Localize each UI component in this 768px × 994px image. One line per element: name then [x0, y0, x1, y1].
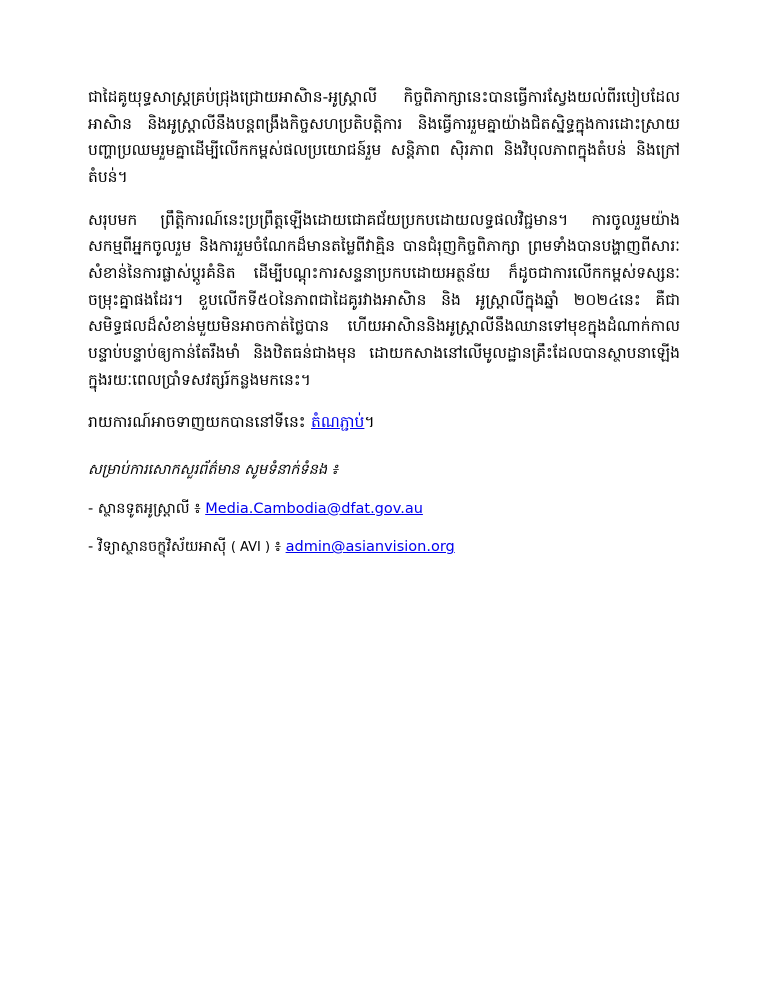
- contact-avi-separator: ៖: [270, 539, 286, 556]
- read-more-prefix: រាយការណ៍អាចទាញយកបាននៅទីនេះ: [88, 413, 312, 432]
- paragraph-2: សរុបមក ព្រឹត្តិការណ៍នេះប្រព្រឹត្តឡើងដោយជោគជ័យប្រកបដោយលទ្ធផលវិជ្ជមាន។ ការចូលរួមយ៉ាងសកម្មពីអ្នកចូលរួម និងការរួមចំណែកដ៏មានតម្លៃពីវាគ្មិន បានជំរុញកិច្ចពិភាក្សា ព្រមទាំងបានបង្ហាញពីសារៈសំខាន់នៃការផ្លាស់ប្តូរគំនិត ដើម្បីបណ្តុះការសន្ទនាប្រកបដោយអត្ថន័យ ក៏ដូចជាការលើកកម្ពស់ទស្សនៈចម្រុះគ្នាផងដែរ។ ខួបលើកទី៥០នៃភាពជាដៃគូរវាងអាសិាន និង អូស្ត្រាលីក្នុងឆ្នាំ ២០២៤នេះ គឺជាសមិទ្ធផលដ៏សំខាន់មួយមិនអាចកាត់ថ្លៃបាន ហើយអាសិាននិងអូស្ត្រាលីនឹងឈានទៅមុខក្នុងដំណាក់កាលបន្ទាប់បន្ទាប់ឲ្យកាន់តែរឹងមាំ និងឋិតធន់ជាងមុន ដោយកសាងនៅលើមូលដ្ឋានគ្រឹះដែលបានស្ថាបនាឡើងក្នុងរយៈពេលប្រាំទសវត្សរ៍កន្លងមកនេះ។: [88, 210, 680, 389]
- contact-avi-abbreviation: ( AVI ): [230, 540, 271, 556]
- contact-avi-label: - វិទ្យាស្ថានចក្ខុវិស័យអាស៊ី: [88, 539, 231, 556]
- report-download-link[interactable]: តំណភ្ជាប់: [311, 413, 365, 432]
- contact-item-avi: [88, 535, 680, 560]
- read-more-suffix: ។: [364, 413, 375, 432]
- paragraph-1: ជាដៃគូយុទ្ធសាស្ត្រគ្រប់ជ្រុងជ្រោយអាសិាន-អូស្ត្រាលី កិច្ចពិភាក្សានេះបានធ្វើការស្វែងយល់ពីរបៀបដែលអាសិាន និងអូស្ត្រាលីនឹងបន្តពង្រឹងកិច្ចសហប្រតិបត្តិការ និងធ្វើការរួមគ្នាយ៉ាងជិតស្និទ្ធក្នុងការដោះស្រាយបញ្ហាប្រឈមរួមគ្នាដើម្បីលើកកម្ពស់ផលប្រយោជន៍រួម សន្តិភាព សុិរភាព និងវិបុលភាពក្នុងតំបន់ និងក្រៅតំបន់។: [88, 88, 680, 186]
- document-body: [88, 84, 680, 560]
- contact-embassy-email-link[interactable]: Media.Cambodia@dfat.gov.au: [205, 500, 423, 517]
- contact-item-embassy: [88, 497, 680, 522]
- contact-embassy-label: - ស្ថានទូតអូស្ត្រាលី ៖: [88, 500, 206, 517]
- contact-avi-email-link[interactable]: admin@asianvision.org: [285, 539, 455, 556]
- contact-intro-text: សម្រាប់ការសោកសួរព័ត៌មាន សូមទំនាក់ទំនង ៖: [88, 461, 339, 478]
- read-more-line: [88, 409, 680, 436]
